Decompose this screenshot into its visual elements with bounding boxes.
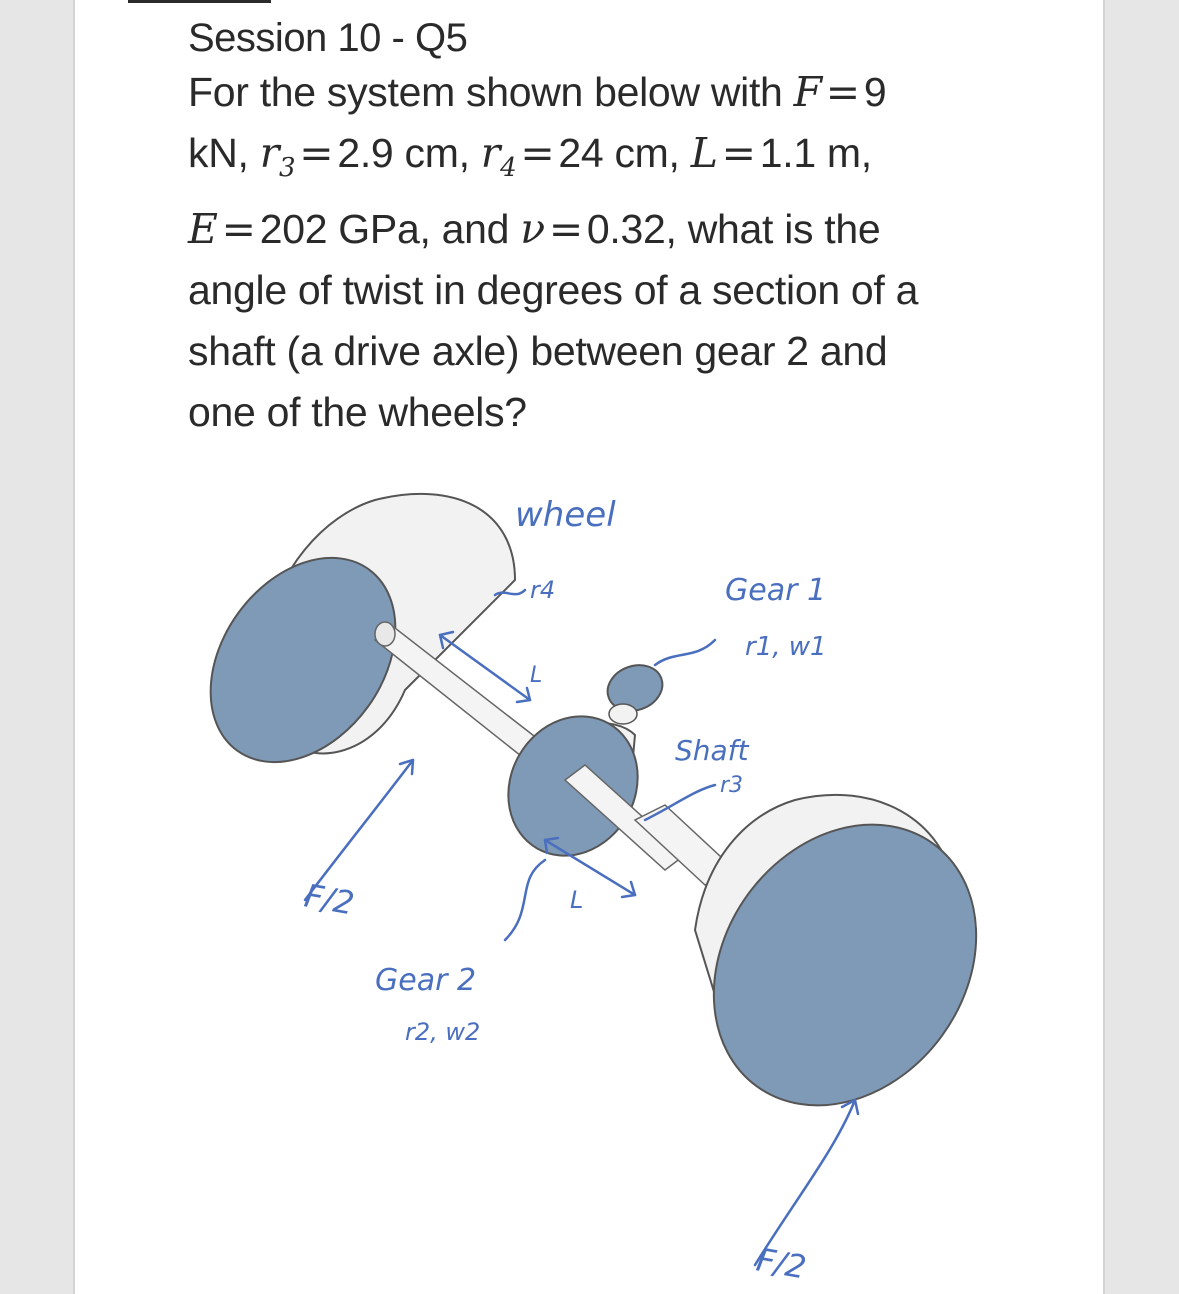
question-block bbox=[188, 14, 1068, 443]
question-line-6: one of the wheels? bbox=[188, 389, 527, 436]
label-gear1: Gear 1 bbox=[725, 573, 827, 608]
label-L-top: L bbox=[530, 663, 543, 688]
label-r2w2: r2, w2 bbox=[405, 1018, 481, 1046]
label-gear2: Gear 2 bbox=[375, 963, 477, 998]
question-line-5: shaft (a drive axle) between gear 2 and bbox=[188, 328, 888, 375]
label-L-bottom: L bbox=[570, 886, 584, 914]
label-force-left: F/2 bbox=[301, 876, 358, 923]
gear-1 bbox=[601, 658, 669, 724]
label-force-right: F/2 bbox=[753, 1240, 810, 1287]
label-r1w1: r1, w1 bbox=[745, 632, 827, 662]
label-wheel: wheel bbox=[515, 495, 616, 535]
axle-figure bbox=[75, 460, 1105, 1294]
wheel-right bbox=[660, 773, 1030, 1157]
gear2-leader bbox=[505, 860, 545, 940]
label-r3: r3 bbox=[720, 773, 744, 798]
top-rule bbox=[128, 0, 271, 3]
label-r4: r4 bbox=[530, 576, 556, 604]
question-line-1: For the system shown below with F=9 bbox=[188, 68, 887, 116]
question-line-3: E=202 GPa, and ν=0.32, what is the bbox=[188, 205, 881, 254]
question-line-2: kN, $r_3=2.9$ cm, $r_4=24$ cm, L=1.1 m, bbox=[188, 129, 872, 184]
r3-leader bbox=[645, 785, 715, 820]
force-arrow-right bbox=[755, 1100, 855, 1265]
question-title: Session 10 - Q5 bbox=[188, 16, 468, 60]
wheel-left bbox=[172, 494, 515, 798]
gear1-leader bbox=[655, 640, 715, 665]
question-page bbox=[73, 0, 1105, 1294]
question-text bbox=[188, 62, 1068, 443]
label-shaft: Shaft bbox=[675, 734, 749, 767]
question-line-4: angle of twist in degrees of a section of a bbox=[188, 267, 919, 314]
